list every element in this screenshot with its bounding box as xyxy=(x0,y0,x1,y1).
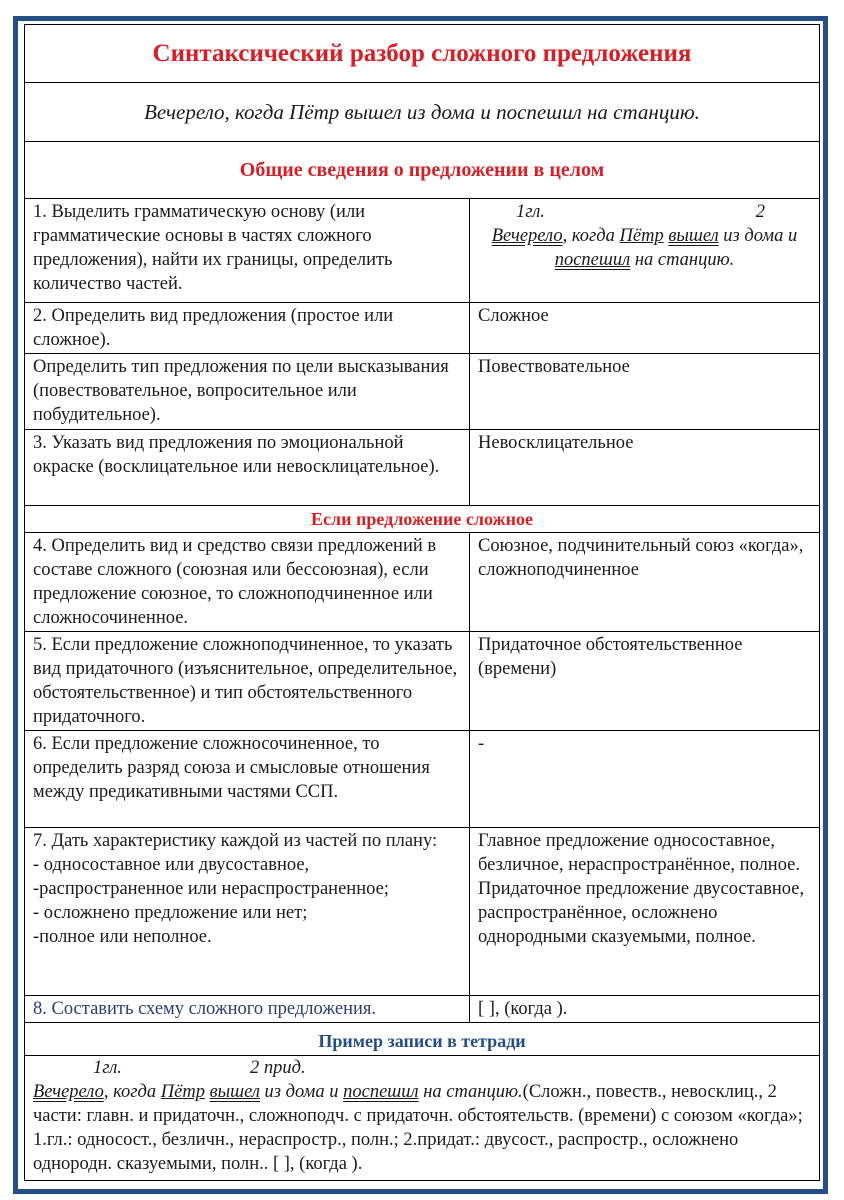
question-cell: 3. Указать вид предложения по эмоциональной окраске (восклицательное или невосклицательное). xyxy=(25,430,470,506)
plan-item: - осложнено предложение или нет; xyxy=(33,903,308,923)
sentence-text: из дома и xyxy=(718,226,798,246)
example-text xyxy=(33,1080,811,1176)
question-cell: 8. Составить схему сложного предложения. xyxy=(25,996,470,1023)
sentence-text: , когда xyxy=(103,1082,161,1102)
plan-item: - односоставное или двусоставное, xyxy=(33,855,310,875)
example-label-2: 2 прид. xyxy=(250,1058,306,1078)
question-cell: Определить тип предложения по цели высказывания (повествовательное, вопросительное или побудительное). xyxy=(25,354,470,430)
sentence-text: из дома и xyxy=(259,1082,344,1102)
subject-word: Пётр xyxy=(160,1082,205,1102)
sentence-text: на станцию. xyxy=(418,1082,523,1102)
section-general-heading: Общие сведения о предложении в целом xyxy=(25,142,820,199)
plan-heading: 7. Дать характеристику каждой из частей по плану: xyxy=(33,831,438,851)
scheme-cell: [ ], (когда ). xyxy=(470,996,820,1023)
table-row xyxy=(25,354,820,430)
section-complex-heading: Если предложение сложное xyxy=(25,506,820,533)
sentence-text: на станцию. xyxy=(630,250,735,270)
example-row xyxy=(25,1056,820,1181)
question-cell: 4. Определить вид и средство связи предложений в составе сложного (союзная или бессоюзная), если предложение союзное, то сложноподчиненное или сложносочиненное. xyxy=(25,533,470,632)
predicate-word: вышел xyxy=(668,226,719,246)
question-cell xyxy=(25,828,470,996)
table-row xyxy=(25,632,820,731)
grammar-basis-cell xyxy=(470,199,820,303)
table-row xyxy=(25,199,820,303)
predicate-word: вышел xyxy=(209,1082,260,1102)
question-cell: 1. Выделить грамматическую основу (или грамматические основы в частях сложного предложения), найти их границы, определить количество частей. xyxy=(25,199,470,303)
part-label-2: 2 xyxy=(755,202,765,222)
notebook-example xyxy=(25,1056,820,1181)
table-row xyxy=(25,996,820,1023)
example-analysis: (Сложн., повеств., невосклиц., 2 части: главн. и придаточн., сложноподч. с придаточн. обстоятельств. (времени) с союзом «когда»; 1.гл.: односост., безличн., нераспростр., полн.; 2.придат.: двусост., распростр., осложнено однородн. сказуемыми, полн.. [ ], (когда ). xyxy=(33,1082,803,1174)
question-cell: 2. Определить вид предложения (простое или сложное). xyxy=(25,303,470,354)
question-cell: 5. Если предложение сложноподчиненное, то указать вид придаточного (изъяснительное, определительное, обстоятельственное) и тип обстоятельственного придаточного. xyxy=(25,632,470,731)
predicate-word: поспешил xyxy=(554,250,631,270)
subject-word: Пётр xyxy=(619,226,664,246)
table-row xyxy=(25,828,820,996)
table-row xyxy=(25,430,820,506)
marked-sentence xyxy=(476,224,813,272)
part-labels xyxy=(476,200,813,224)
example-sentence: Вечерело, когда Пётр вышел из дома и поспешил на станцию. xyxy=(25,83,820,142)
answer-cell: Придаточное обстоятельственное (времени) xyxy=(470,632,820,731)
table-row xyxy=(25,533,820,632)
part-label-1: 1гл. xyxy=(516,202,545,222)
plan-item: -полное или неполное. xyxy=(33,927,212,947)
predicate-word: Вечерело xyxy=(491,226,563,246)
example-labels xyxy=(33,1056,811,1080)
answer-cell: Сложное xyxy=(470,303,820,354)
answer-cell: Главное предложение односоставное, безличное, нераспространённое, полное. Придаточное предложение двусоставное, распространённое, осложнено однородными сказуемыми, полное. xyxy=(470,828,820,996)
sentence-text: , когда xyxy=(562,226,620,246)
predicate-word: Вечерело xyxy=(33,1082,104,1102)
answer-cell: - xyxy=(470,731,820,828)
analysis-table xyxy=(24,24,820,1181)
question-cell: 6. Если предложение сложносочиненное, то определить разряд союза и смысловые отношения между предикативными частями ССП. xyxy=(25,731,470,828)
page-title: Синтаксический разбор сложного предложения xyxy=(25,25,820,83)
answer-cell: Невосклицательное xyxy=(470,430,820,506)
example-label-1: 1гл. xyxy=(93,1058,122,1078)
table-row xyxy=(25,731,820,828)
answer-cell: Повествовательное xyxy=(470,354,820,430)
predicate-word: поспешил xyxy=(343,1082,419,1102)
plan-item: -распространенное или нераспространенное; xyxy=(33,879,389,899)
section-example-heading: Пример записи в тетради xyxy=(25,1023,820,1056)
table-row xyxy=(25,303,820,354)
answer-cell: Союзное, подчинительный союз «когда», сложноподчиненное xyxy=(470,533,820,632)
